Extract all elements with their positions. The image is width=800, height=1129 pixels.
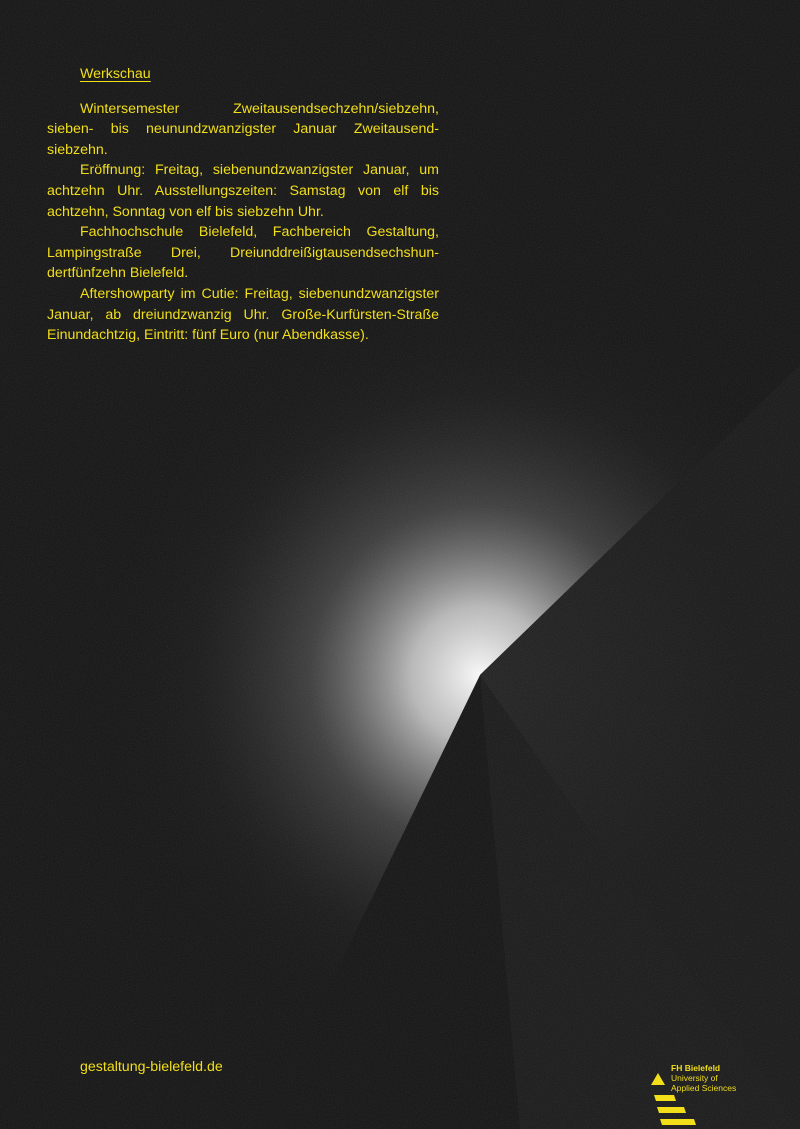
event-info [47,64,439,346]
dates-paragraph: Wintersemester Zweitausendsechzehn/siebzehn, sieben- bis neunundzwanzigster Januar Zweitausendsiebzehn. [47,100,439,158]
location-paragraph: Fachhochschule Bielefeld, Fachbereich Gestaltung, Lampingstraße Drei, Dreiunddreißigtausendsechshundertfünfzehn Bielefeld. [47,224,439,282]
afterparty-paragraph: Aftershowparty im Cutie: Freitag, siebenundzwanzigster Januar, ab dreiundzwanzig Uhr. Große-Kurfürsten-Straße Einundachtzig, Eintritt: fünf Euro (nur Abendkasse). [47,285,439,344]
logo-subtitle-1: University of [671,1073,718,1083]
opening-paragraph: Eröffnung: Freitag, siebenundzwanzigster Januar, um achtzehn Uhr. Ausstellungszeiten: Samstag von elf bis achtzehn, Sonntag von elf bis siebzehn Uhr. [47,162,439,220]
logo-name: FH Bielefeld [671,1063,721,1073]
poster-heading: Werkschau [80,66,151,82]
logo-subtitle-2: Applied Sciences [671,1083,737,1093]
fh-bielefeld-logo [648,1063,768,1129]
website-link[interactable]: gestaltung-bielefeld.de [80,1059,223,1075]
